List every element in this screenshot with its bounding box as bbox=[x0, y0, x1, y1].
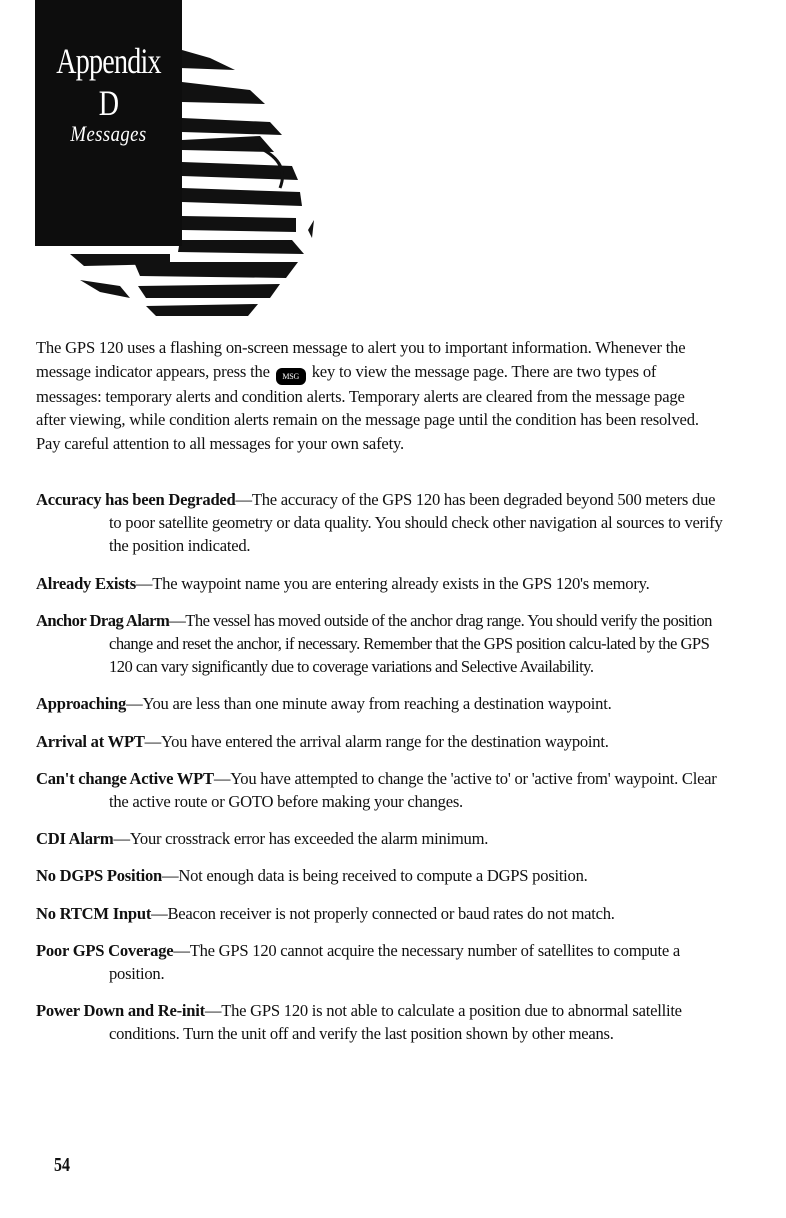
message-term: Anchor Drag Alarm bbox=[36, 610, 170, 630]
intro-text-part2: key to view the message page. There are two types of messages: temporary alerts and condition alerts. Temporary alerts are cleared from the message page after viewing, while condition alerts remain on the message page until the condition has been resolved. Pay careful attention to all messages for your own safety. bbox=[36, 361, 699, 453]
message-item-already-exists bbox=[36, 572, 726, 595]
message-term: No RTCM Input bbox=[36, 903, 152, 923]
message-item-arrival-at-wpt bbox=[36, 730, 726, 753]
em-dash: — bbox=[173, 940, 190, 960]
message-term: Already Exists bbox=[36, 573, 136, 593]
message-item-no-rtcm-input bbox=[36, 902, 726, 925]
em-dash: — bbox=[213, 768, 231, 788]
message-description: The vessel has moved outside of the anchor drag range. You should verify the position change and reset the anchor, if necessary. Remember that the GPS position calcu-lated by the GPS 120 can vary significantly due to coverage variations and Selective Availability. bbox=[109, 610, 712, 677]
em-dash: — bbox=[204, 1001, 222, 1021]
em-dash: — bbox=[144, 731, 161, 751]
message-item-poor-gps-coverage bbox=[36, 939, 726, 985]
appendix-title: Appendix D bbox=[56, 41, 161, 123]
em-dash: — bbox=[169, 610, 186, 630]
message-term: Arrival at WPT bbox=[36, 731, 145, 751]
message-term: Power Down and Re-init bbox=[36, 1001, 205, 1021]
em-dash: — bbox=[151, 903, 168, 923]
message-description: The accuracy of the GPS 120 has been degraded beyond 500 meters due to poor satellite geometry or data quality. You should check other navigation al sources to verify the position indicated. bbox=[109, 490, 723, 556]
message-item-anchor-drag-alarm bbox=[36, 609, 726, 679]
appendix-subtitle: Messages bbox=[70, 121, 147, 146]
appendix-header bbox=[35, 0, 182, 246]
em-dash: — bbox=[126, 694, 143, 714]
message-item-no-dgps-position bbox=[36, 864, 726, 887]
intro-paragraph bbox=[36, 336, 716, 455]
page-number: 54 bbox=[54, 1154, 70, 1176]
msg-key-icon: MSG bbox=[276, 368, 306, 385]
message-description: The GPS 120 is not able to calculate a position due to abnormal satellite conditions. Turn the unit off and verify the last position shown by other means. bbox=[109, 1001, 682, 1044]
message-item-approaching bbox=[36, 692, 726, 715]
em-dash: — bbox=[162, 866, 179, 886]
message-description: The GPS 120 cannot acquire the necessary number of satellites to compute a position. bbox=[109, 940, 680, 984]
message-term: CDI Alarm bbox=[36, 829, 114, 849]
message-description: You have entered the arrival alarm range for the destination waypoint. bbox=[161, 731, 609, 751]
message-term: No DGPS Position bbox=[36, 866, 162, 886]
em-dash: — bbox=[135, 573, 153, 593]
message-list bbox=[36, 488, 726, 1060]
message-description: Your crosstrack error has exceeded the alarm minimum. bbox=[129, 829, 489, 849]
intro-text-part1: The GPS 120 uses a flashing on-screen message to alert you to important information. Whenever the message indicator appears, press the bbox=[36, 338, 686, 381]
message-term: Poor GPS Coverage bbox=[36, 940, 174, 960]
message-item-cdi-alarm bbox=[36, 827, 726, 850]
em-dash: — bbox=[235, 490, 252, 509]
em-dash: — bbox=[113, 829, 130, 849]
message-description: Beacon receiver is not properly connected or baud rates do not match. bbox=[167, 903, 615, 923]
message-description: You have attempted to change the 'active to' or 'active from' waypoint. Clear the active route or GOTO before making your changes. bbox=[109, 768, 717, 812]
message-item-cant-change-active-wpt bbox=[36, 767, 726, 813]
message-item-accuracy-degraded bbox=[36, 488, 726, 558]
message-term: Accuracy has been Degraded bbox=[36, 490, 236, 509]
message-term: Can't change Active WPT bbox=[36, 768, 214, 788]
message-term: Approaching bbox=[36, 694, 127, 714]
message-description: The waypoint name you are entering already exists in the GPS 120's memory. bbox=[152, 573, 650, 593]
message-description: Not enough data is being received to compute a DGPS position. bbox=[178, 866, 588, 886]
message-item-power-down-reinit bbox=[36, 999, 726, 1045]
message-description: You are less than one minute away from reaching a destination waypoint. bbox=[142, 694, 612, 714]
